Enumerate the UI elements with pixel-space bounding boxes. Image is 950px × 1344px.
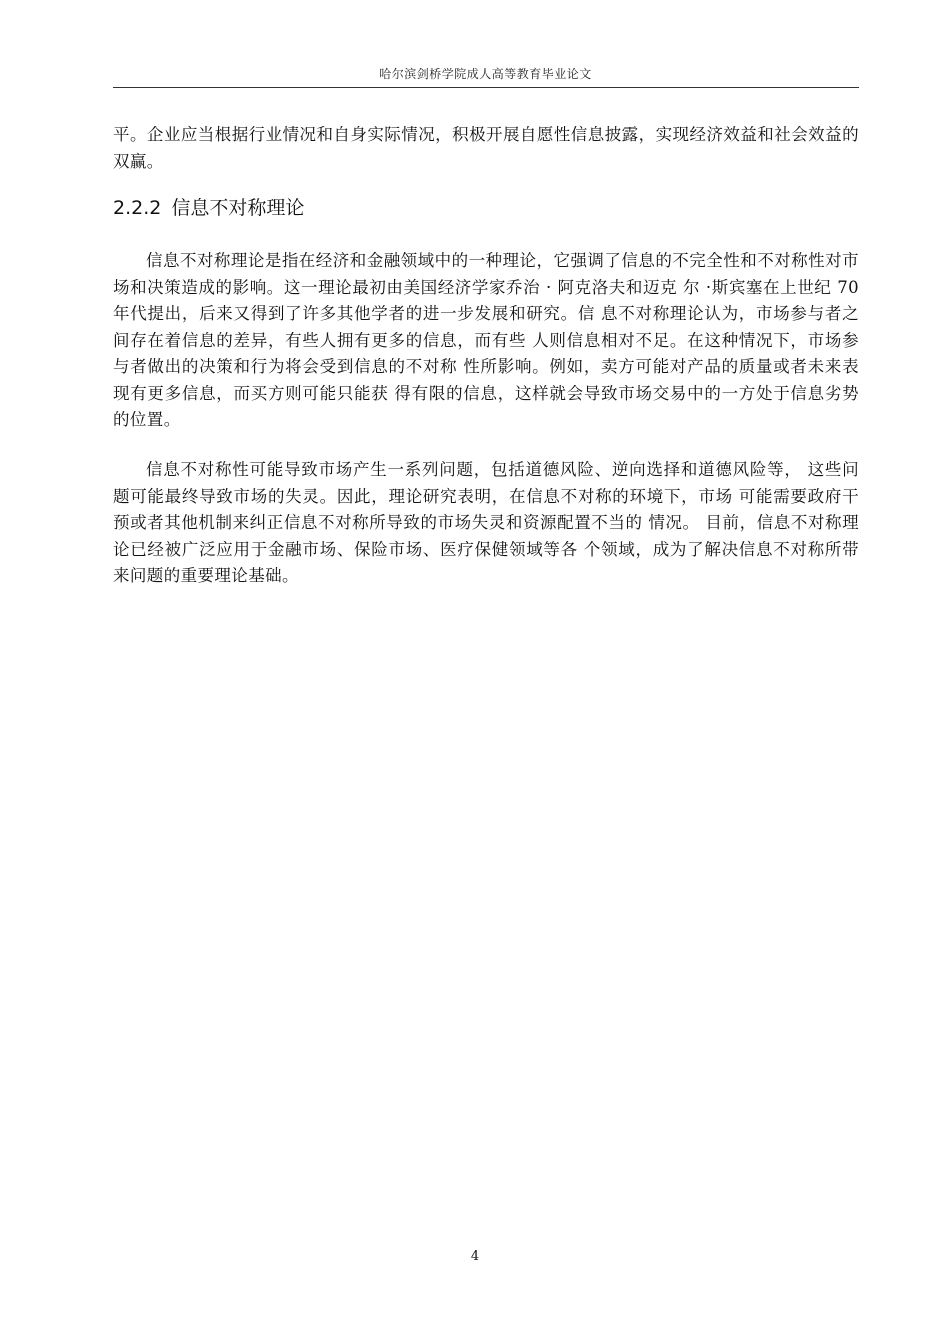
section-heading	[113, 195, 304, 221]
section-number: 2.2.2	[113, 197, 162, 219]
paragraph: 信息不对称性可能导致市场产生一系列问题，包括道德风险、逆向选择和道德风险等， 这些问题可能最终导致市场的失灵。因此，理论研究表明，在信息不对称的环境下，市场 可能需要政府干预或者其他机制来纠正信息不对称所导致的市场失灵和资源配置不当的 情况。 目前，信息不对称理论已经被广泛应用于金融市场、保险市场、医疗保健领域等各 个领域，成为了解决信息不对称所带来问题的重要理论基础。	[113, 460, 859, 585]
header-divider	[113, 87, 859, 88]
section-title: 信息不对称理论	[171, 197, 305, 219]
page-number: 4	[470, 1249, 480, 1264]
paragraph: 信息不对称理论是指在经济和金融领域中的一种理论，它强调了信息的不完全性和不对称性对市场和决策造成的影响。这一理论最初由美国经济学家乔治 · 阿克洛夫和迈克 尔 ·斯宾塞在上世纪 70 年代提出，后来又得到了许多其他学者的进一步发展和研究。信 息不对称理论认为，市场参与者之间存在着信息的差异，有些人拥有更多的信息，而有些 人则信息相对不足。在这种情况下，市场参与者做出的决策和行为将会受到信息的不对称 性所影响。例如，卖方可能对产品的质量或者未来表现有更多信息，而买方则可能只能获 得有限的信息，这样就会导致市场交易中的一方处于信息劣势的位置。	[113, 251, 859, 429]
page-header: 哈尔滨剑桥学院成人高等教育毕业论文	[379, 67, 592, 81]
continued-paragraph: 平。企业应当根据行业情况和自身实际情况，积极开展自愿性信息披露，实现经济效益和社会效益的双赢。	[113, 125, 859, 171]
